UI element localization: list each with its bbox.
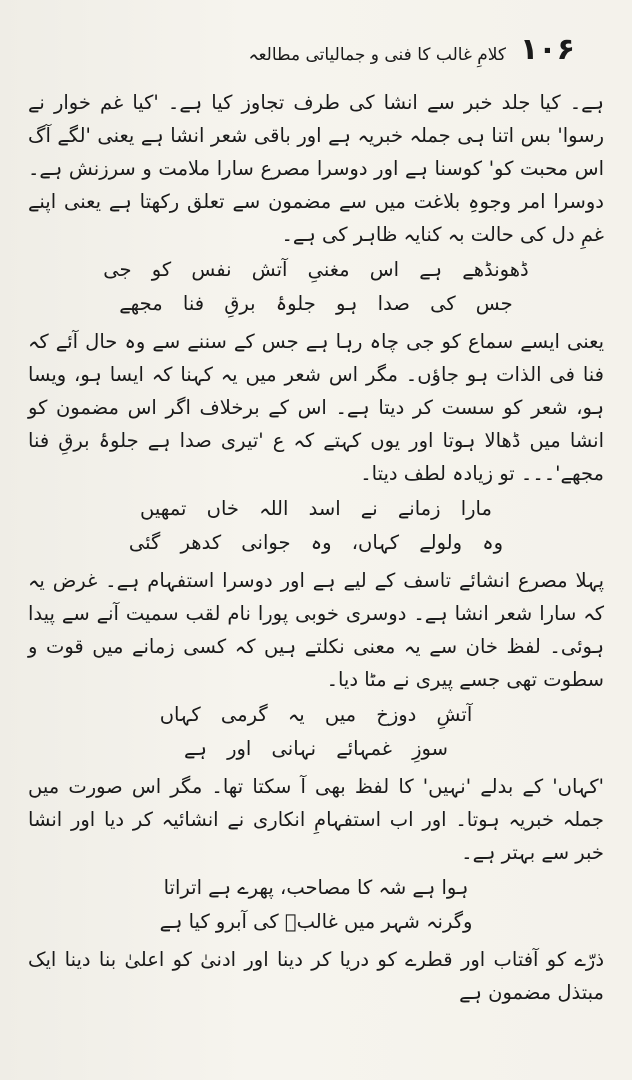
verse-couplet (28, 492, 604, 560)
verse-line: سوزِ غمہائے نہانی اور ہے (184, 737, 448, 760)
verse-line: ہوا ہے شہ کا مصاحب، پھرے ہے اتراتا (163, 876, 469, 899)
page-header (0, 32, 632, 82)
paragraph: ہے۔ کیا جلد خبر سے انشا کی طرف تجاوز کیا ہے۔ 'کیا غم خوار نے رسوا' بس اتنا ہی جملہ خبریہ ہے اور باقی شعر انشا ہے یعنی 'لگے آگ اس محبت کو' کوسنا ہے اور دوسرا مصرع سارا ملامت و سرزنش ہے۔ دوسرا امر وجوہِ بلاغت میں سے مضمون سے تعلق رکھتا ہے یعنی اپنے غمِ دل کی حالت بہ کنایہ ظاہر کی ہے۔ (28, 91, 604, 246)
verse-line: وہ ولولے کہاں، وہ جوانی کدھر گئی (128, 531, 504, 554)
verse-line: ڈھونڈھے ہے اس مغنیِ آتش نفس کو جی (103, 258, 529, 281)
verse-line: جس کی صدا ہو جلوۂ برقِ فنا مجھے (119, 292, 513, 315)
paragraph: پہلا مصرع انشائے تاسف کے لیے ہے اور دوسرا استفہام ہے۔ غرض یہ کہ سارا شعر انشا ہے۔ دوسری خوبی پورا نام لقب سمیت آنے سے پیدا ہوئی۔ لفظ خان سے یہ معنی نکلتے ہیں کہ کسی زمانے میں قوت و سطوت تھی جسے پیری نے مٹا دیا۔ (28, 569, 604, 691)
running-title: کلامِ غالب کا فنی و جمالیاتی مطالعہ (248, 45, 506, 65)
verse-couplet (28, 698, 604, 766)
verse-line: مارا زمانے نے اسد اللہ خاں تمھیں (140, 497, 492, 520)
body-text (28, 86, 604, 1009)
page-number: ۱۰۶ (520, 32, 575, 67)
verse-line: آتشِ دوزخ میں یہ گرمی کہاں (159, 703, 473, 726)
paragraph: 'کہاں' کے بدلے 'نہیں' کا لفظ بھی آ سکتا تھا۔ مگر اس صورت میں جملہ خبریہ ہوتا۔ اور اب استفہامِ انکاری نے انشائیہ کر دیا اور انشا خبر سے بہتر ہے۔ (28, 775, 604, 864)
verse-line: وگرنہ شہر میں غالبؔ کی آبرو کیا ہے (159, 910, 473, 933)
paragraph: یعنی ایسے سماع کو جی چاہ رہا ہے جس کے سننے سے وہ حال آئے کہ فنا فی الذات ہو جاؤں۔ مگر اس شعر میں یہ کہنا کہ ایسا ہو، ویسا ہو، شعر کو سست کر دیتا ہے۔ اس کے برخلاف اگر اس مضمون کو انشا میں ڈھالا ہوتا اور یوں کہتے کہ ع 'تیری صدا ہے جلوۂ برقِ فنا مجھے'۔۔۔ تو زیادہ لطف دیتا۔ (28, 330, 604, 485)
verse-couplet (28, 871, 604, 939)
verse-couplet (28, 253, 604, 321)
paragraph: ذرّے کو آفتاب اور قطرے کو دریا کر دینا اور ادنیٰ کو اعلیٰ بنا دینا ایک مبتذل مضمون ہے (28, 948, 604, 1004)
